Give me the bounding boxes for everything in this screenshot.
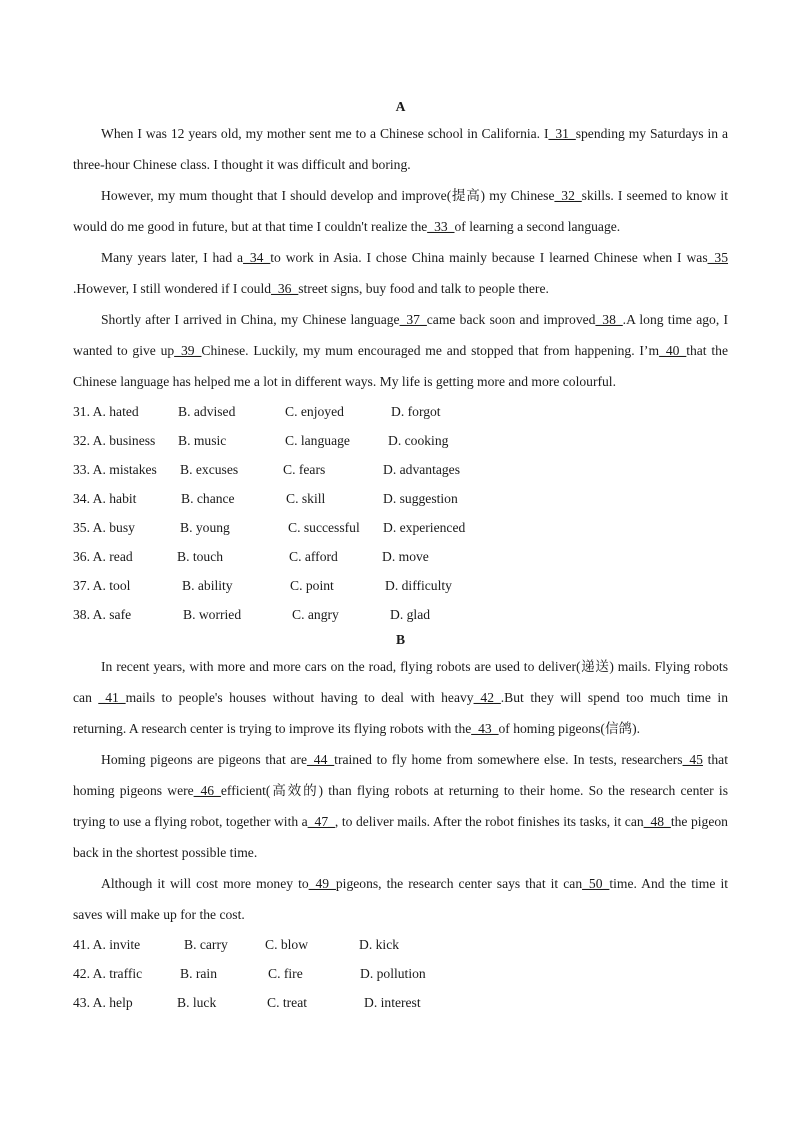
answer-blank: _42_ (473, 690, 501, 705)
option-choice: 33. A. mistakes (73, 462, 157, 477)
passage-text: pigeons, the research center says that it can (335, 876, 583, 891)
answer-blank: _49_ (308, 876, 336, 891)
option-choice: D. move (382, 549, 429, 564)
document-page (73, 96, 728, 1017)
option-choice: D. kick (359, 937, 400, 952)
option-choice: 41. A. invite (73, 937, 141, 952)
passage-text: skills. I seemed to know it would do me good in future, but at that time I couldn't realize the (73, 188, 728, 234)
option-choice: 35. A. busy (73, 520, 135, 535)
passage-paragraph (73, 744, 728, 868)
passage-text: that homing pigeons were (73, 752, 728, 798)
option-choice: C. fears (283, 462, 326, 477)
passage-text: mails to people's houses without having to deal with heavy (125, 690, 474, 705)
option-row (73, 455, 728, 484)
option-choice: C. treat (267, 995, 308, 1010)
section-a-passage (73, 118, 728, 397)
answer-blank: _45 (682, 752, 703, 767)
option-row (73, 930, 728, 959)
passage-paragraph (73, 651, 728, 744)
option-choice: B. chance (181, 491, 235, 506)
passage-text: When I was 12 years old, my mother sent me to a Chinese school in California. I (101, 126, 549, 141)
option-choice: B. touch (177, 549, 224, 564)
option-choice: B. carry (184, 937, 228, 952)
option-row (73, 571, 728, 600)
option-choice: B. advised (178, 404, 236, 419)
passage-text: came back soon and improved (426, 312, 596, 327)
option-choice: 37. A. tool (73, 578, 131, 593)
option-choice: 42. A. traffic (73, 966, 143, 981)
option-choice: B. excuses (180, 462, 239, 477)
answer-blank: _40_ (659, 343, 687, 358)
option-choice: C. enjoyed (285, 404, 344, 419)
option-row (73, 513, 728, 542)
answer-blank: _36_ (271, 281, 299, 296)
passage-text: Chinese. Luckily, my mum encouraged me and stopped that from happening. I’m (201, 343, 660, 358)
section-b-passage (73, 651, 728, 930)
section-a-options (73, 397, 728, 629)
passage-paragraph (73, 242, 728, 304)
answer-blank: _46_ (193, 783, 221, 798)
section-b-title: B (395, 632, 406, 647)
option-choice: D. forgot (391, 404, 441, 419)
option-choice: 38. A. safe (73, 607, 132, 622)
passage-text: .A long time ago, I wanted to give up (73, 312, 728, 358)
passage-text: of learning a second language. (454, 219, 621, 234)
option-row (73, 600, 728, 629)
option-choice: 34. A. habit (73, 491, 137, 506)
option-choice: D. cooking (388, 433, 449, 448)
answer-blank: _48_ (643, 814, 671, 829)
passage-text: Shortly after I arrived in China, my Chinese language (101, 312, 400, 327)
option-row (73, 397, 728, 426)
section-b-options (73, 930, 728, 1017)
passage-text: However, my mum thought that I should develop and improve(提高) my Chinese (101, 188, 555, 203)
option-choice: D. difficulty (385, 578, 452, 593)
option-row (73, 426, 728, 455)
option-row (73, 542, 728, 571)
passage-text: of homing pigeons(信鸽). (498, 721, 641, 736)
passage-text: that the Chinese language has helped me a lot in different ways. My life is getting more and more colourful. (73, 343, 728, 389)
passage-text: street signs, buy food and talk to people there. (298, 281, 549, 296)
passage-text: to work in Asia. I chose China mainly because I learned Chinese when I was (270, 250, 708, 265)
passage-text: trained to fly home from somewhere else. In tests, researchers (334, 752, 683, 767)
option-choice: 31. A. hated (73, 404, 139, 419)
answer-blank: _33_ (427, 219, 455, 234)
passage-paragraph (73, 868, 728, 930)
option-choice: D. experienced (383, 520, 466, 535)
option-choice: D. suggestion (383, 491, 458, 506)
passage-paragraph (73, 180, 728, 242)
answer-blank: _31_ (548, 126, 576, 141)
answer-blank: _41_ (98, 690, 126, 705)
answer-blank: _47_ (307, 814, 335, 829)
option-row (73, 988, 728, 1017)
option-choice: C. skill (286, 491, 326, 506)
passage-text: Homing pigeons are pigeons that are (101, 752, 307, 767)
option-choice: B. music (178, 433, 227, 448)
option-choice: C. afford (289, 549, 338, 564)
option-choice: C. blow (265, 937, 309, 952)
answer-blank: _50_ (582, 876, 610, 891)
option-choice: B. rain (180, 966, 217, 981)
passage-text: Many years later, I had a (101, 250, 244, 265)
option-row (73, 959, 728, 988)
answer-blank: _34_ (243, 250, 271, 265)
passage-text: In recent years, with more and more cars on the road, flying robots are used to deliver(递送) mails. Flying robots can (73, 659, 728, 705)
answer-blank: _44_ (306, 752, 335, 767)
option-choice: D. advantages (383, 462, 461, 477)
passage-text: Although it will cost more money to (101, 876, 309, 891)
answer-blank: _39_ (174, 343, 202, 358)
option-row (73, 484, 728, 513)
answer-blank: _35 (707, 250, 729, 265)
option-choice: D. interest (364, 995, 421, 1010)
option-choice: C. successful (288, 520, 360, 535)
option-choice: C. point (290, 578, 334, 593)
option-choice: 36. A. read (73, 549, 133, 564)
passage-text: spending my Saturdays in a three-hour Chinese class. I thought it was difficult and boring. (73, 126, 728, 172)
answer-blank: _37_ (399, 312, 427, 327)
option-choice: D. pollution (360, 966, 426, 981)
option-choice: 32. A. business (73, 433, 156, 448)
passage-text: efficient(高效的) than flying robots at returning to their home. So the research center is trying to use a flying robot, together with a (73, 783, 728, 829)
option-choice: B. luck (177, 995, 217, 1010)
passage-paragraph (73, 304, 728, 397)
option-choice: B. young (180, 520, 230, 535)
option-choice: C. angry (292, 607, 339, 622)
option-choice: C. fire (268, 966, 303, 981)
answer-blank: _32_ (554, 188, 582, 203)
option-choice: C. language (285, 433, 350, 448)
answer-blank: _38_ (595, 312, 623, 327)
option-choice: D. glad (390, 607, 431, 622)
passage-text: the pigeon back in the shortest possible time. (73, 814, 728, 860)
answer-blank: _43_ (471, 721, 499, 736)
section-a-title: A (395, 99, 406, 114)
option-choice: B. worried (183, 607, 242, 622)
passage-text: .However, I still wondered if I could (73, 281, 272, 296)
option-choice: 43. A. help (73, 995, 133, 1010)
passage-paragraph (73, 118, 728, 180)
option-choice: B. ability (182, 578, 233, 593)
passage-text: .But they will spend too much time in returning. A research center is trying to improve its flying robots with the (73, 690, 728, 736)
passage-text: , to deliver mails. After the robot finishes its tasks, it can (334, 814, 644, 829)
passage-text: time. And the time it saves will make up for the cost. (73, 876, 728, 922)
